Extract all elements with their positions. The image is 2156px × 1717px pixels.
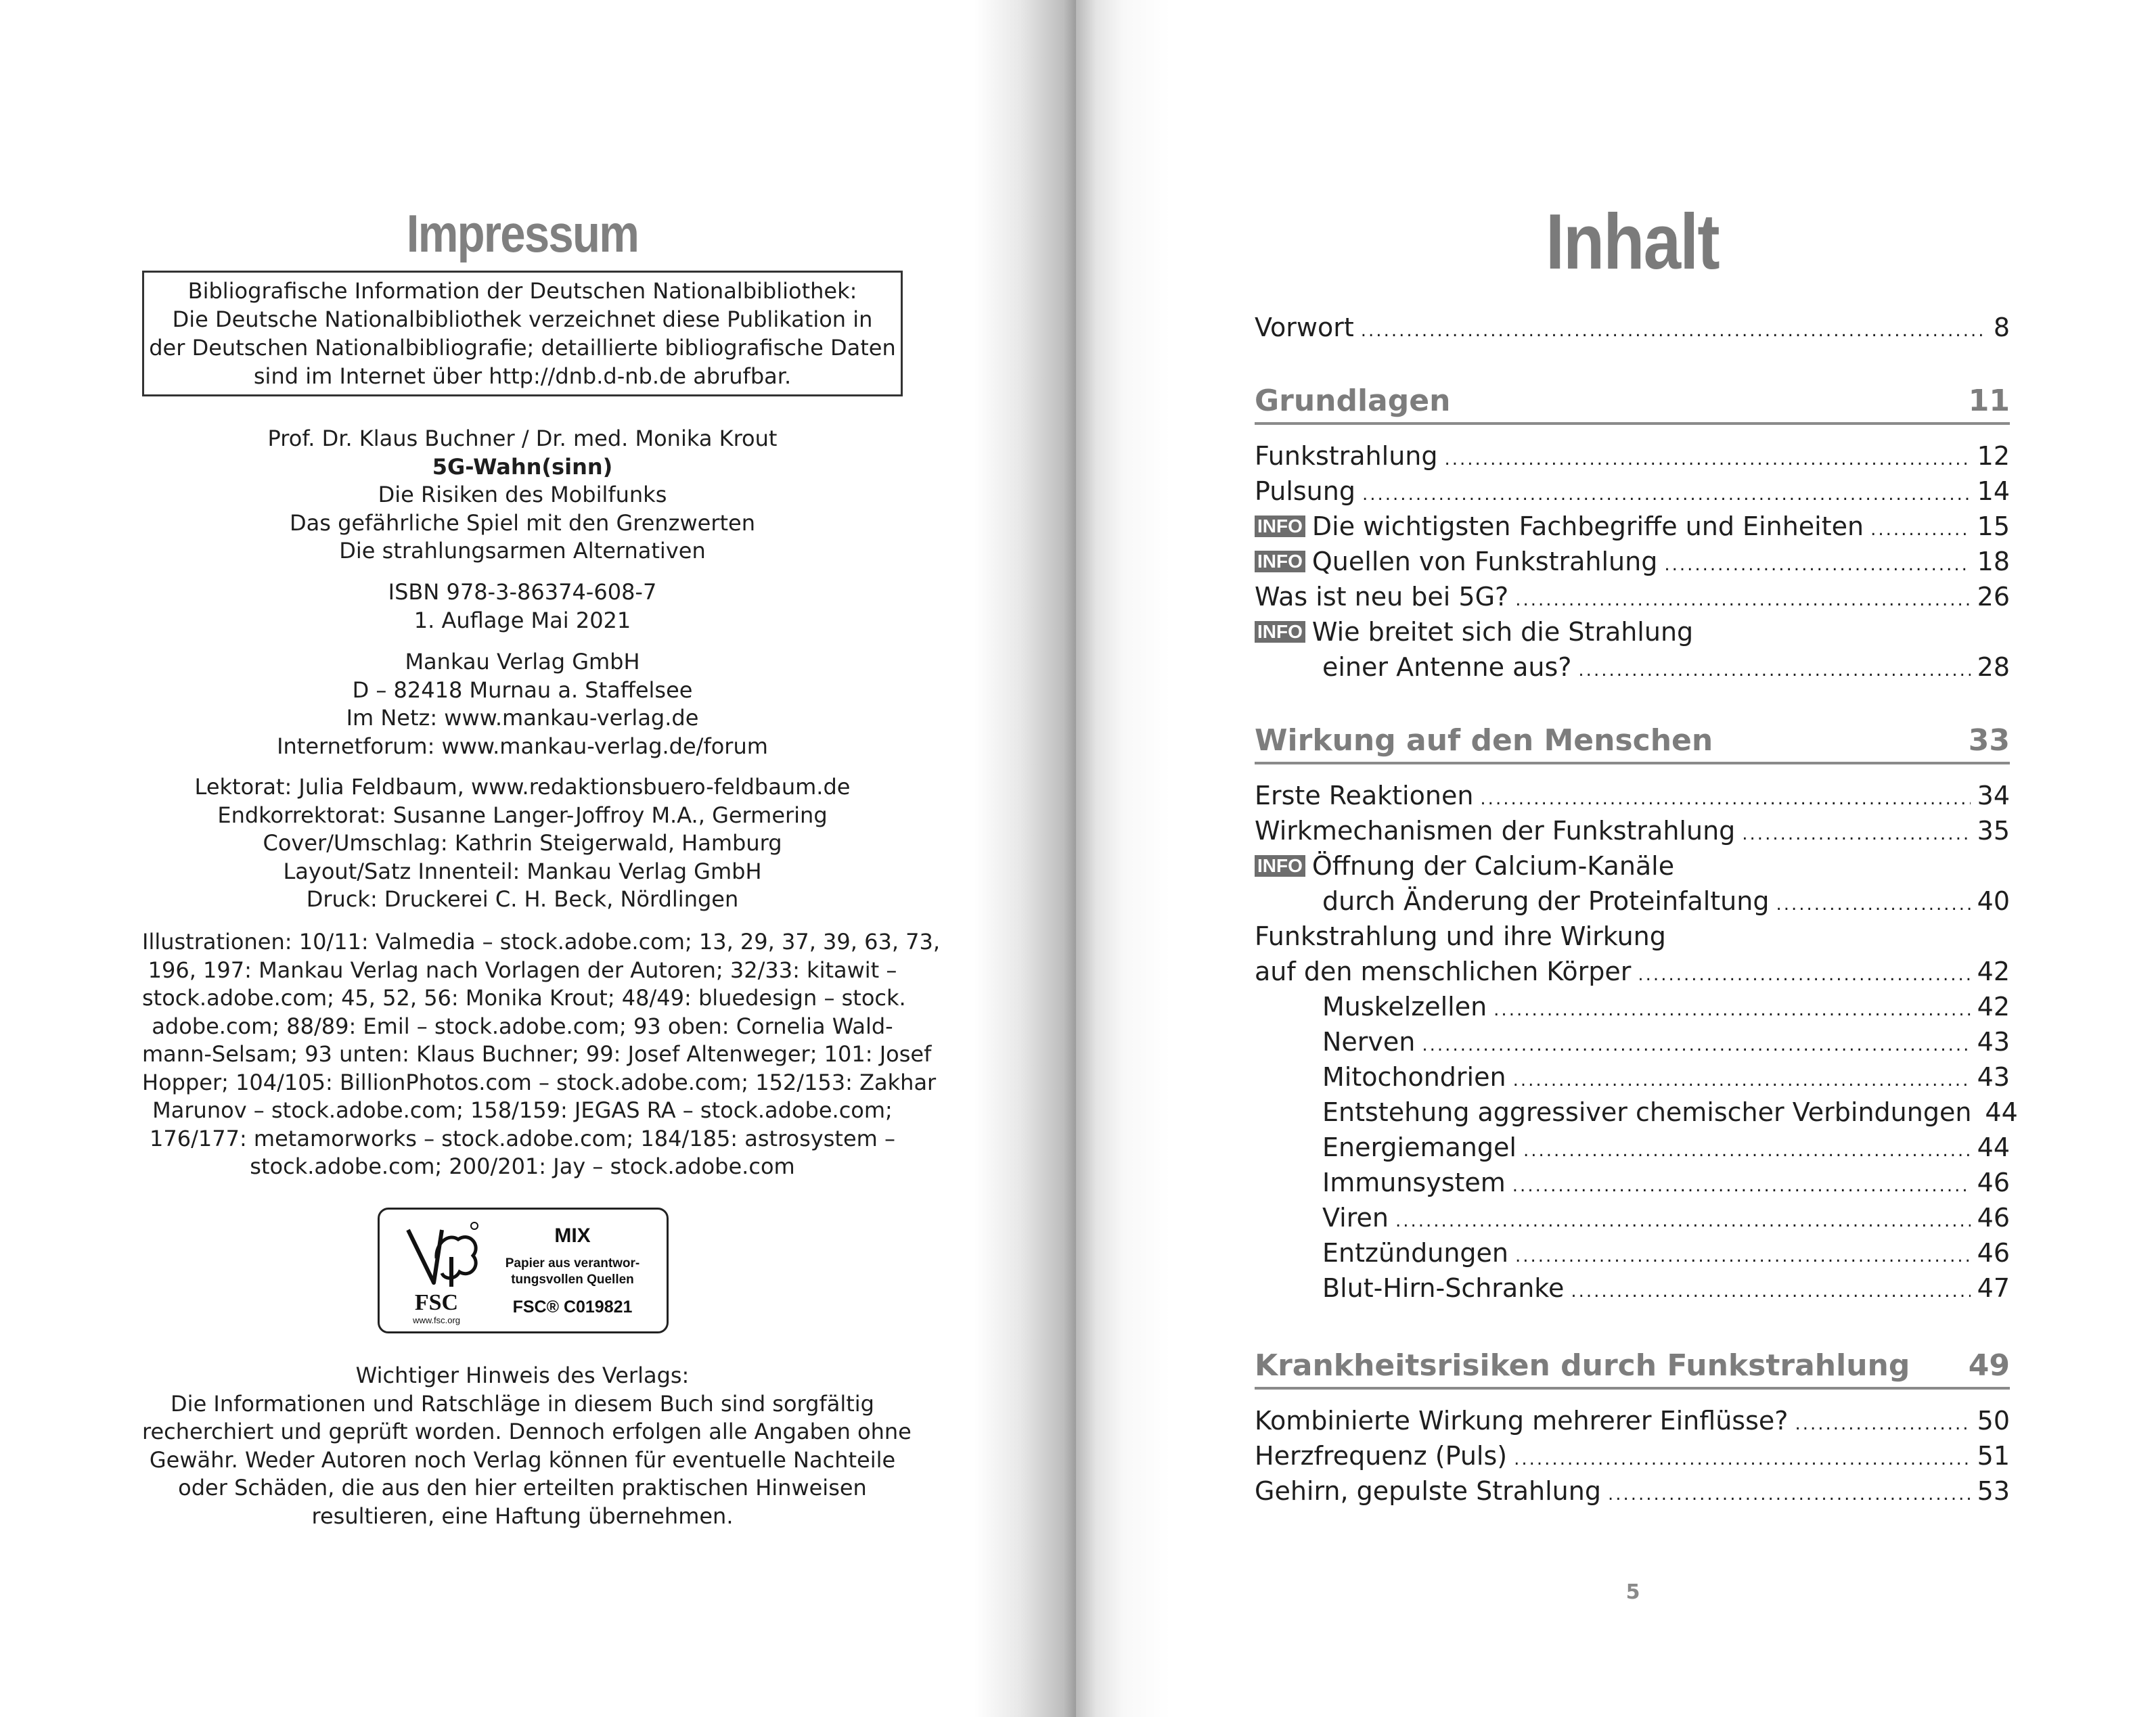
notice-line: Gewähr. Weder Autoren noch Verlag können für eventuelle Nachteile bbox=[149, 1446, 896, 1473]
toc-leader-dots bbox=[1445, 442, 1971, 477]
section-page: 11 bbox=[1968, 384, 2010, 418]
toc-entry-page: 18 bbox=[1977, 547, 2010, 576]
fsc-logo-url: www.fsc.org bbox=[412, 1315, 461, 1325]
toc-leader-dots bbox=[1395, 1204, 1971, 1239]
illustration-line: Hopper; 104/105: BillionPhotos.com – stock.adobe.com; 152/153: Zakhar bbox=[142, 1069, 937, 1095]
toc-subentry[interactable] bbox=[1255, 1095, 2018, 1130]
toc-entry-page: 35 bbox=[1977, 816, 2010, 846]
info-badge: INFO bbox=[1255, 551, 1305, 572]
toc-leader-dots bbox=[1795, 1406, 1970, 1442]
toc-entry-title: Entstehung aggressiver chemischer Verbindungen bbox=[1322, 1097, 1972, 1127]
toc-entry-page: 44 bbox=[1977, 1132, 2010, 1162]
isbn-block bbox=[142, 578, 903, 635]
toc-section-heading[interactable] bbox=[1255, 380, 2010, 425]
toc-entry-page: 42 bbox=[1977, 992, 2010, 1022]
toc-entry[interactable] bbox=[1255, 474, 2010, 509]
toc-entry-info[interactable] bbox=[1255, 509, 2010, 544]
book-title: 5G-Wahn(sinn) bbox=[432, 453, 613, 480]
toc-leader-dots bbox=[1638, 957, 1970, 992]
illustration-line: Marunov – stock.adobe.com; 158/159: JEGAS RA – stock.adobe.com; bbox=[152, 1097, 893, 1123]
credit-line: Layout/Satz Innenteil: Mankau Verlag GmbH bbox=[283, 858, 762, 884]
toc-entry-page: 40 bbox=[1977, 886, 2010, 916]
toc-subentry[interactable] bbox=[1255, 1235, 2010, 1270]
fsc-mix: MIX bbox=[554, 1224, 591, 1247]
toc-entry-title: auf den menschlichen Körper bbox=[1255, 957, 1632, 986]
toc-entry-title: Viren bbox=[1322, 1203, 1389, 1233]
fsc-logo-text: FSC bbox=[414, 1290, 459, 1315]
toc-entry-page: 44 bbox=[1985, 1097, 2018, 1127]
fsc-description bbox=[488, 1256, 657, 1288]
toc-leader-dots bbox=[1422, 1028, 1970, 1063]
toc-entry-page: 46 bbox=[1977, 1203, 2010, 1233]
toc-subentry[interactable] bbox=[1255, 989, 2010, 1024]
toc-leader-dots bbox=[1515, 1239, 1971, 1274]
toc-entry-title-text: Die wichtigsten Fachbegriffe und Einheiten bbox=[1311, 511, 1864, 541]
fsc-code: FSC® C019821 bbox=[512, 1298, 633, 1317]
toc-entry-title bbox=[1255, 509, 1864, 544]
notice-line: resultieren, eine Haftung übernehmen. bbox=[311, 1503, 734, 1529]
toc-entry-title: Erste Reaktionen bbox=[1255, 781, 1474, 810]
biblio-line: sind im Internet über http://dnb.d-nb.de abrufbar. bbox=[253, 363, 792, 389]
toc-entry-page: 43 bbox=[1977, 1062, 2010, 1092]
toc-leader-dots bbox=[1571, 1274, 1970, 1309]
toc-entry-page: 46 bbox=[1977, 1238, 2010, 1268]
toc-subentry[interactable] bbox=[1255, 1130, 2010, 1165]
toc-leader-dots bbox=[1515, 582, 1970, 618]
toc-leader-dots bbox=[1742, 817, 1970, 852]
toc-entry-page: 53 bbox=[1977, 1476, 2010, 1506]
toc-subentry[interactable] bbox=[1255, 1200, 2010, 1235]
subtitle-line: Das gefährliche Spiel mit den Grenzwerten bbox=[290, 509, 755, 536]
toc-entry[interactable] bbox=[1255, 1403, 2010, 1438]
credit-line: Endkorrektorat: Susanne Langer-Joffroy M.A., Germering bbox=[217, 802, 828, 828]
publisher-block bbox=[142, 648, 903, 760]
toc-leader-dots bbox=[1514, 1442, 1971, 1477]
toc-entry-page: 46 bbox=[1977, 1168, 2010, 1197]
page-number: 5 bbox=[1625, 1580, 1640, 1604]
illustration-line: 196, 197: Mankau Verlag nach Vorlagen der Autoren; 32/33: kitawit – bbox=[148, 957, 897, 983]
toc-section-heading[interactable] bbox=[1255, 1345, 2010, 1390]
toc-entry-info[interactable] bbox=[1255, 544, 2010, 579]
toc-entry-title: Muskelzellen bbox=[1322, 992, 1487, 1022]
toc-entry-page: 50 bbox=[1977, 1406, 2010, 1436]
fsc-tree-logo-icon bbox=[395, 1216, 482, 1327]
toc-entry-page: 15 bbox=[1977, 511, 2010, 541]
toc-entry-title: Gehirn, gepulste Strahlung bbox=[1255, 1476, 1601, 1506]
section-page: 49 bbox=[1968, 1348, 2010, 1383]
notice-line: oder Schäden, die aus den hier erteilten praktischen Hinweisen bbox=[178, 1475, 867, 1501]
toc-leader-dots bbox=[1480, 781, 1970, 817]
toc-entry-page: 26 bbox=[1977, 582, 2010, 612]
toc-leader-dots bbox=[1776, 887, 1970, 922]
credit-line: Druck: Druckerei C. H. Beck, Nördlingen bbox=[306, 886, 739, 912]
toc-entry-title: Was ist neu bei 5G? bbox=[1255, 582, 1509, 612]
publisher-notice bbox=[142, 1362, 912, 1530]
info-badge: INFO bbox=[1255, 855, 1305, 877]
subtitle-line: Die Risiken des Mobilfunks bbox=[378, 482, 667, 507]
toc-entry-title: Blut-Hirn-Schranke bbox=[1322, 1273, 1565, 1303]
toc-leader-dots bbox=[1513, 1063, 1971, 1098]
info-badge: INFO bbox=[1255, 516, 1305, 537]
toc-entry-continuation[interactable] bbox=[1255, 954, 2010, 989]
publisher-line: Mankau Verlag GmbH bbox=[405, 649, 640, 674]
toc-entry-title: durch Änderung der Proteinfaltung bbox=[1322, 886, 1770, 916]
credit-line: Cover/Umschlag: Kathrin Steigerwald, Hamburg bbox=[263, 830, 782, 856]
toc-entry-title: Herzfrequenz (Puls) bbox=[1255, 1441, 1508, 1471]
toc-entry[interactable] bbox=[1255, 438, 2010, 474]
toc-entry-continuation[interactable] bbox=[1255, 649, 2010, 685]
publisher-line: Internetforum: www.mankau-verlag.de/forum bbox=[277, 733, 768, 759]
toc-entry-title: Kombinierte Wirkung mehrerer Einflüsse? bbox=[1255, 1406, 1789, 1436]
section-title: Grundlagen bbox=[1255, 384, 1451, 418]
toc-entry[interactable] bbox=[1255, 919, 2010, 954]
toc-entry-title: Mitochondrien bbox=[1322, 1062, 1506, 1092]
toc-subentry[interactable] bbox=[1255, 1270, 2010, 1306]
toc-leader-dots bbox=[1870, 512, 1971, 547]
toc-subentry[interactable] bbox=[1255, 1024, 2010, 1059]
credits-block bbox=[142, 773, 903, 914]
toc-entry-page: 51 bbox=[1977, 1441, 2010, 1471]
illustration-line: mann-Selsam; 93 unten: Klaus Buchner; 99: Josef Altenweger; 101: Josef bbox=[142, 1041, 932, 1067]
toc-entry-page: 12 bbox=[1977, 441, 2010, 471]
publisher-line: Im Netz: www.mankau-verlag.de bbox=[346, 705, 699, 731]
book-info-block bbox=[142, 425, 903, 566]
toc-entry-title: Nerven bbox=[1322, 1027, 1416, 1057]
toc-leader-dots bbox=[1512, 1168, 1971, 1204]
toc-entry[interactable] bbox=[1255, 579, 2010, 614]
toc-leader-dots bbox=[1664, 547, 1970, 582]
toc-entry-title: Vorwort bbox=[1255, 313, 1354, 342]
toc-leader-dots bbox=[1494, 992, 1970, 1028]
toc-entry-page: 47 bbox=[1977, 1273, 2010, 1303]
toc-leader-dots bbox=[1608, 1477, 1971, 1512]
subtitle-line: Die strahlungsarmen Alternativen bbox=[339, 538, 706, 564]
biblio-line: Bibliografische Information der Deutschen Nationalbibliothek: bbox=[187, 278, 857, 304]
toc-leader-dots bbox=[1362, 477, 1971, 512]
toc-entry-title: Pulsung bbox=[1255, 476, 1355, 506]
toc-entry-page: 34 bbox=[1977, 781, 2010, 810]
toc-entry-title: Wirkmechanismen der Funkstrahlung bbox=[1255, 816, 1736, 846]
toc-section-heading[interactable] bbox=[1255, 720, 2010, 764]
illustration-line: Illustrationen: 10/11: Valmedia – stock.adobe.com; 13, 29, 37, 39, 63, 73, bbox=[142, 929, 941, 955]
illustration-line: 176/177: metamorworks – stock.adobe.com; 184/185: astrosystem – bbox=[150, 1125, 895, 1151]
credit-line: Lektorat: Julia Feldbaum, www.redaktionsbuero-feldbaum.de bbox=[194, 774, 851, 800]
toc-entry-page: 42 bbox=[1977, 957, 2010, 986]
toc-entry[interactable] bbox=[1255, 1473, 2010, 1509]
publisher-line: D – 82418 Murnau a. Staffelsee bbox=[352, 677, 693, 703]
impressum-title: Impressum bbox=[406, 204, 639, 263]
illustration-line: adobe.com; 88/89: Emil – stock.adobe.com; 93 oben: Cornelia Wald- bbox=[152, 1013, 893, 1039]
authors: Prof. Dr. Klaus Buchner / Dr. med. Monika Krout bbox=[267, 426, 778, 451]
toc-title: Inhalt bbox=[1546, 198, 1719, 285]
toc-entry-page: 14 bbox=[1977, 476, 2010, 506]
toc-entry[interactable] bbox=[1255, 1438, 2010, 1473]
notice-line: recherchiert und geprüft worden. Dennoch erfolgen alle Angaben ohne bbox=[142, 1419, 912, 1444]
toc-entry-page: 8 bbox=[1993, 313, 2010, 342]
info-badge: INFO bbox=[1255, 621, 1305, 643]
toc-entry-title: Funkstrahlung bbox=[1255, 441, 1438, 471]
illustration-line: stock.adobe.com; 200/201: Jay – stock.adobe.com bbox=[250, 1153, 795, 1179]
toc-subentry[interactable] bbox=[1255, 1165, 2010, 1200]
toc-entry-title: Energiemangel bbox=[1322, 1132, 1517, 1162]
toc-entry[interactable] bbox=[1255, 813, 2010, 848]
toc-entry-title: Wie breitet sich die Strahlung bbox=[1311, 617, 1694, 647]
toc-entry-continuation[interactable] bbox=[1255, 884, 2010, 919]
toc-entry-page: 28 bbox=[1977, 652, 2010, 682]
toc-entry-vorwort[interactable] bbox=[1255, 310, 2010, 345]
toc-entry-title bbox=[1255, 544, 1657, 579]
biblio-line: Die Deutsche Nationalbibliothek verzeichnet diese Publikation in bbox=[172, 306, 873, 332]
fsc-label bbox=[378, 1208, 669, 1333]
toc-entry-title: einer Antenne aus? bbox=[1322, 652, 1572, 682]
toc-leader-dots bbox=[1361, 313, 1987, 348]
illustrations-block bbox=[142, 928, 941, 1181]
toc-entry-title: Öffnung der Calcium-Kanäle bbox=[1311, 851, 1675, 881]
fsc-desc-line: Papier aus verantwor- bbox=[505, 1256, 640, 1270]
book-gutter bbox=[974, 0, 1076, 1717]
fsc-desc-line: tungsvollen Quellen bbox=[511, 1273, 634, 1287]
toc-entry-info[interactable] bbox=[1255, 848, 2010, 884]
section-page: 33 bbox=[1968, 723, 2010, 758]
toc-subentry[interactable] bbox=[1255, 1059, 2010, 1095]
edition: 1. Auflage Mai 2021 bbox=[413, 607, 631, 633]
toc-entry[interactable] bbox=[1255, 778, 2010, 813]
toc-leader-dots bbox=[1523, 1133, 1971, 1168]
toc-leader-dots bbox=[1578, 653, 1970, 688]
toc-entry-title: Immunsystem bbox=[1322, 1168, 1506, 1197]
section-title: Krankheitsrisiken durch Funkstrahlung bbox=[1255, 1348, 1910, 1383]
toc-entry-info[interactable] bbox=[1255, 614, 2010, 649]
notice-line: Wichtiger Hinweis des Verlags: bbox=[355, 1363, 690, 1388]
toc-entry-title-text: Quellen von Funkstrahlung bbox=[1311, 547, 1658, 576]
bibliographic-info-box bbox=[142, 271, 903, 396]
notice-line: Die Informationen und Ratschläge in diesem Buch sind sorgfältig bbox=[171, 1390, 874, 1417]
biblio-line: der Deutschen Nationalbibliografie; detaillierte bibliografische Daten bbox=[149, 335, 896, 361]
isbn: ISBN 978-3-86374-608-7 bbox=[388, 579, 657, 605]
toc-entry-title: Entzündungen bbox=[1322, 1238, 1508, 1268]
toc-entry-page: 43 bbox=[1977, 1027, 2010, 1057]
section-title: Wirkung auf den Menschen bbox=[1255, 723, 1713, 758]
illustration-line: stock.adobe.com; 45, 52, 56: Monika Krout; 48/49: bluedesign – stock. bbox=[142, 985, 906, 1011]
toc-entry-title: Funkstrahlung und ihre Wirkung bbox=[1255, 921, 1666, 951]
